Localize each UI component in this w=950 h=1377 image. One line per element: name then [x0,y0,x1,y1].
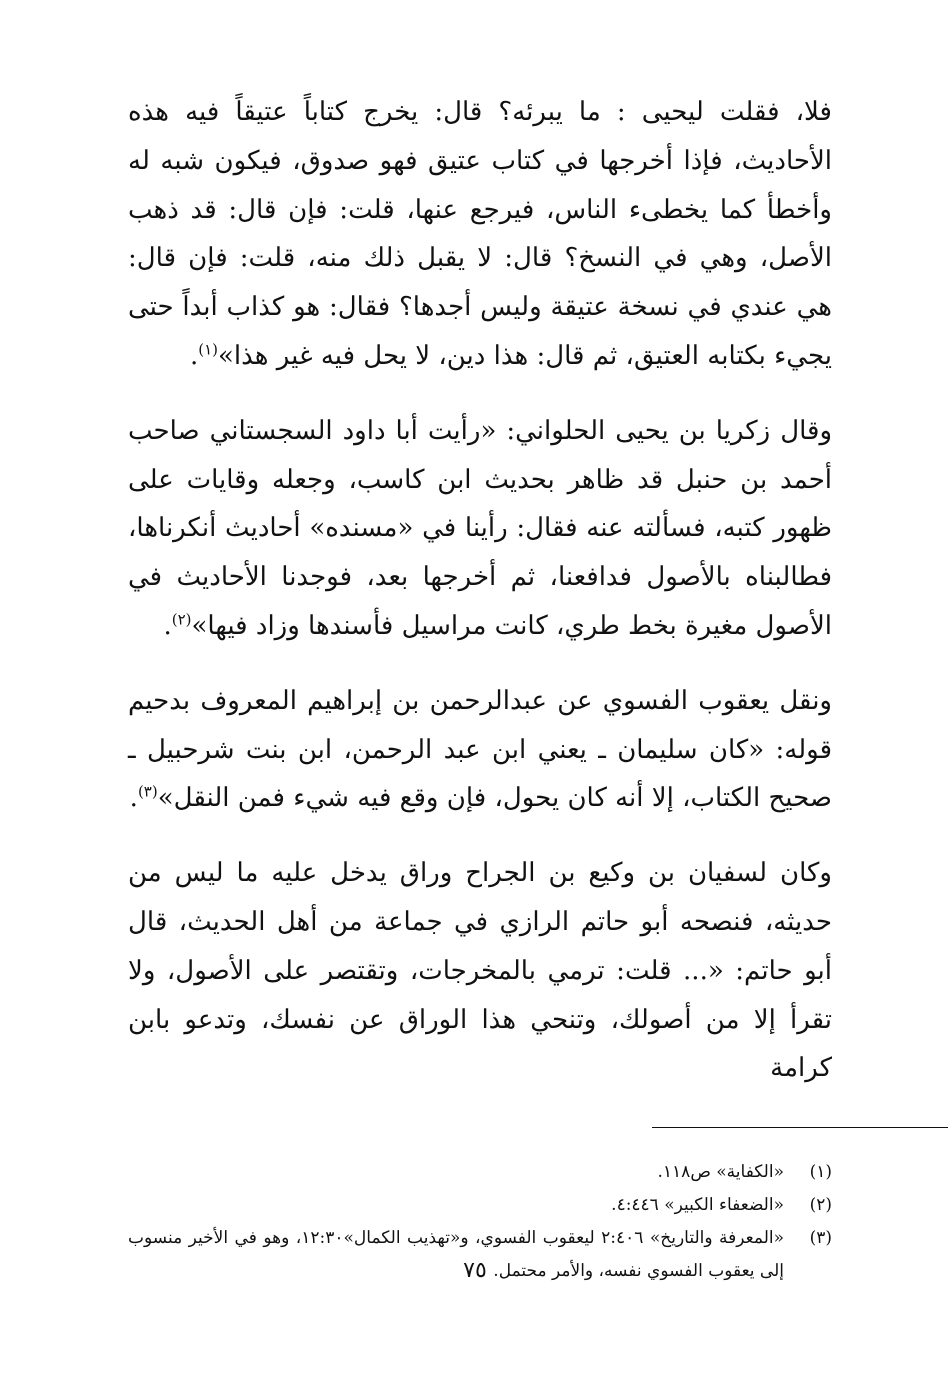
paragraph-text: وقال زكريا بن يحيى الحلواني: «رأيت أبا داود السجستاني صاحب أحمد بن حنبل قد ظاهر بحديث ابن كاسب، وجعله وقايات على ظهور كتبه، فسألته عنه فقال: رأينا في «مسنده» أحاديث أنكرناها، فطالبناه بالأصول فدافعنا، ثم أخرجها بعد، فوجدنا الأحاديث في الأصول مغيرة بخط طري، كانت مراسيل فأسندها وزاد فيها» [128,415,832,641]
footnote-text: «الضعفاء الكبير» ٤:٤٤٦. [611,1195,784,1216]
footnote-separator-wrap [128,1127,832,1128]
page-number: ٧٥ [463,1258,487,1283]
footnote-reference[interactable]: (١) [198,340,219,359]
body-paragraph-3 [128,677,832,823]
footnote-text: «الكفاية» ص١١٨. [657,1162,784,1183]
paragraph-end: . [129,783,138,814]
footnote-reference[interactable]: (٣) [137,782,158,801]
footnote-item [128,1189,832,1222]
footnote-item [128,1156,832,1189]
paragraph-end: . [163,610,172,641]
paragraph-end: . [189,340,199,371]
paragraph-text: ونقل يعقوب الفسوي عن عبدالرحمن بن إبراهيم المعروف بدحيم قوله: «كان سليمان ـ يعني ابن عبد الرحمن، ابن بنت شرحبيل ـ صحيح الكتاب، إلا أنه كان يحول، فإن وقع فيه شيء فمن النقل» [128,685,832,814]
body-paragraph-4 [128,849,832,1093]
footnote-number: (١) [809,1162,832,1183]
paragraph-text: وكان لسفيان بن وكيع بن الجراح وراق يدخل عليه ما ليس من حديثه، فنصحه أبو حاتم الرازي في جماعة من أهل الحديث، قال أبو حاتم: «... قلت: ترمي بالمخرجات، وتقتصر على الأصول، ولا تقرأ إلا من أصولك، وتنحي هذا الوراق عن نفسك، وتدعو بابن كرامة [128,858,832,1084]
body-paragraph-1 [128,88,832,381]
footnote-separator [652,1127,948,1128]
footnote-number: (٣) [809,1228,832,1249]
footnote-reference[interactable]: (٢) [171,610,192,629]
body-paragraph-2 [128,407,832,651]
footnote-number: (٢) [809,1195,832,1216]
paragraph-text: فلا، فقلت ليحيى : ما يبرئه؟ قال: يخرج كتاباً عتيقاً فيه هذه الأحاديث، فإذا أخرجها في كتاب عتيق فهو صدوق، فيكون شبه له وأخطأ كما يخطىء الناس، فيرجع عنها، قلت: فإن قال: قد ذهب الأصل، وهي في النسخ؟ قال: لا يقبل ذلك منه، قلت: فإن قال: هي عندي في نسخة عتيقة وليس أجدها؟ فقال: هو كذاب أبداً حتى يجيء بكتابه العتيق، ثم قال: هذا دين، لا يحل فيه غير هذا» [128,97,832,371]
footnote-text: «المعرفة والتاريخ» ٢:٤٠٦ ليعقوب الفسوي، و«تهذيب الكمال»١٢:٣٠، وهو في الأخير منسوب إلى يعقوب الفسوي نفسه، والأمر محتمل. [128,1228,785,1282]
